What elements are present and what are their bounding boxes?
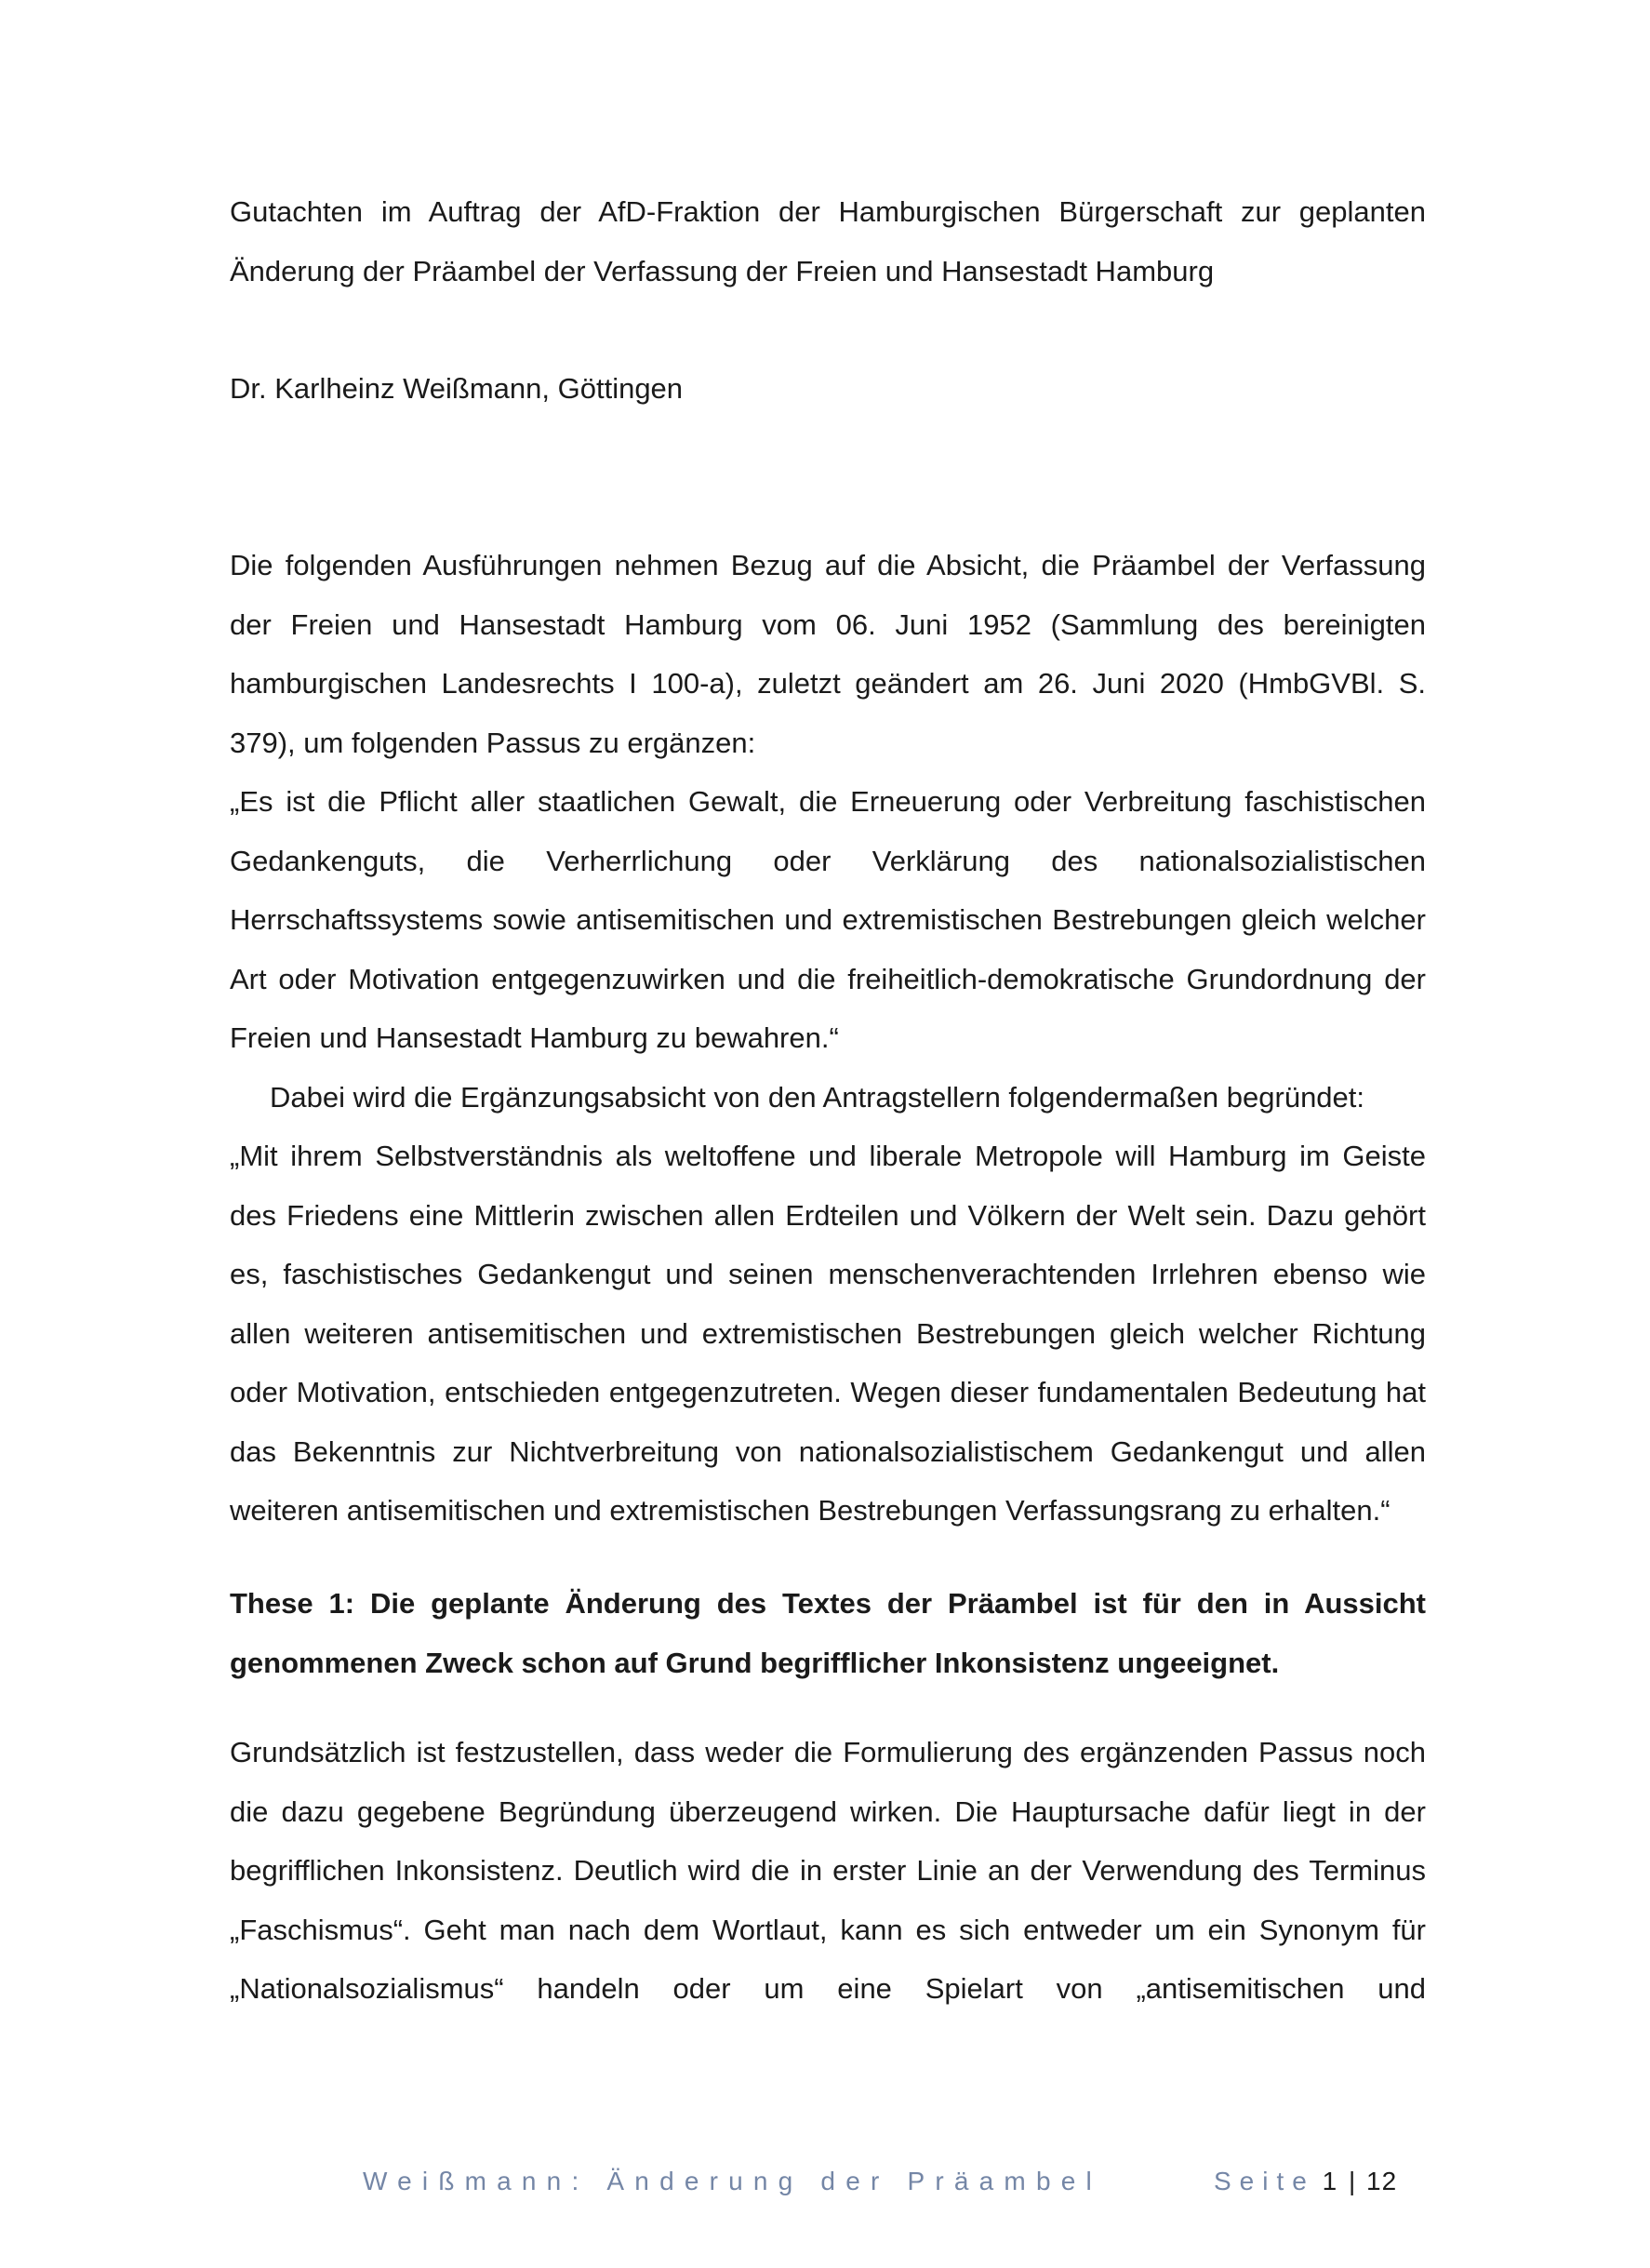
quote-passus: „Es ist die Pflicht aller staatlichen Gewalt, die Erneuerung oder Verbreitung faschistischen Gedankenguts, die Verherrlichung oder Verklärung des nationalsozialistischen Herrschaftssystems sowie antisemitischen und extremistischen Bestrebungen gleich welcher Art oder Motivation entgegenzuwirken und die freiheitlich-demokratische Grundordnung der Freien und Hansestadt Hamburg zu bewahren.“ [230,785,1426,1054]
main-text [230,536,1426,1541]
thesis-heading: These 1: Die geplante Änderung des Textes der Präambel ist für den in Aussicht genommenen Zweck schon auf Grund begrifflicher Inkonsistenz ungeeignet. [230,1587,1426,1679]
footer-separator: | [1348,2167,1356,2195]
document-title: Gutachten im Auftrag der AfD-Fraktion der Hamburgischen Bürgerschaft zur geplanten Änderung der Präambel der Verfassung der Freien und Hansestadt Hamburg [230,195,1426,287]
quote-justification: „Mit ihrem Selbstverständnis als weltoffene und liberale Metropole will Hamburg im Geiste des Friedens eine Mittlerin zwischen allen Erdteilen und Völkern der Welt sein. Dazu gehört es, faschistisches Gedankengut und seinen menschenverachtenden Irrlehren ebenso wie allen weiteren antisemitischen und extremistischen Bestrebungen gleich welcher Richtung oder Motivation, entschieden entgegenzutreten. Wegen dieser fundamentalen Bedeutung hat das Bekenntnis zur Nichtverbreitung von nationalsozialistischem Gedankengut und allen weiteren antisemitischen und extremistischen Bestrebungen Verfassungsrang zu erhalten.“ [230,1140,1426,1527]
justification-intro: Dabei wird die Ergänzungsabsicht von den Antragstellern folgendermaßen begründet: [270,1080,1365,1114]
footer-page-label: Seite [1214,2167,1315,2195]
intro-paragraph: Die folgenden Ausführungen nehmen Bezug auf die Absicht, die Präambel der Verfassung der Freien und Hansestadt Hamburg vom 06. Juni 1952 (Sammlung des bereinigten hamburgischen Landesrechts I 100-a), zuletzt geändert am 26. Juni 2020 (HmbGVBl. S. 379), um folgenden Passus zu ergänzen: [230,549,1426,759]
footer-page-indicator [1214,2158,1397,2205]
author-line: Dr. Karlheinz Weißmann, Göttingen [230,372,684,405]
footer-running-title: Weißmann: Änderung der Präambel [363,2167,1102,2195]
footer-page-number: 1 [1322,2167,1338,2195]
footer-page-total: 12 [1366,2167,1398,2195]
page-footer [0,2158,1650,2205]
analysis-paragraph: Grundsätzlich ist festzustellen, dass weder die Formulierung des ergänzenden Passus noch die dazu gegebene Begründung überzeugend wirken. Die Hauptursache dafür liegt in der begrifflichen Inkonsistenz. Deutlich wird die in erster Linie an der Verwendung des Terminus „Faschismus“. Geht man nach dem Wortlaut, kann es sich entweder um ein Synonym für „Nationalsozialismus“ handeln oder um eine Spielart von „antisemitischen und [230,1736,1426,2005]
